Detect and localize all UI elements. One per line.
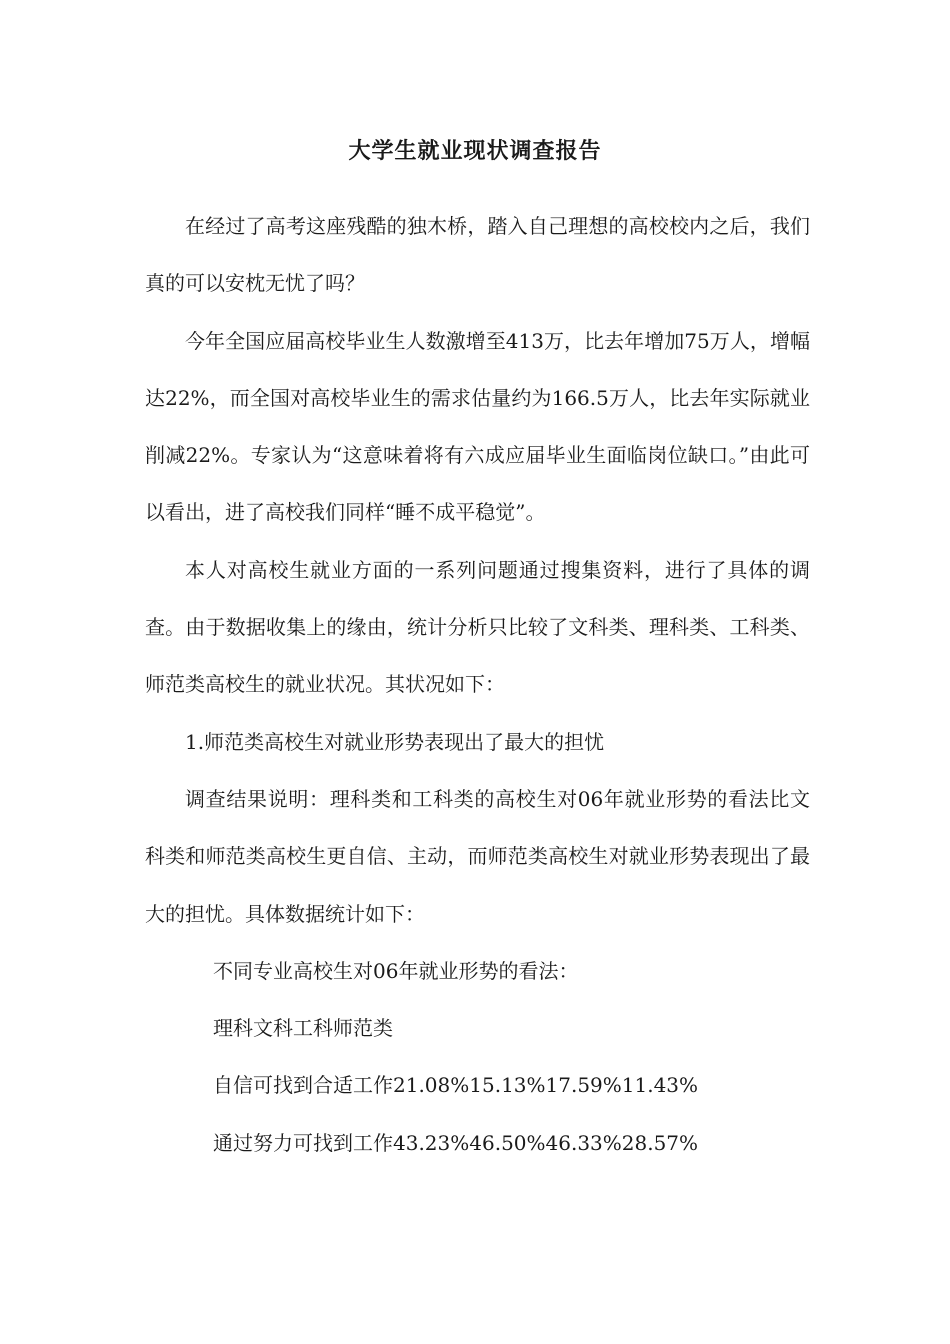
paragraph-statistics: 今年全国应届高校毕业生人数激增至413万，比去年增加75万人，增幅达22%，而全国对高校毕业生的需求估量约为166.5万人，比去年实际就业削减22%。专家认为“这意味着将有六成应届毕业生面临岗位缺口。”由此可以看出，进了高校我们同样“睡不成平稳觉”。: [145, 328, 810, 525]
table-row: 自信可找到合适工作21.08%15.13%17.59%11.43%: [213, 1073, 699, 1098]
section-heading-1: 1.师范类高校生对就业形势表现出了最大的担忧: [185, 729, 605, 754]
table-header-row: 理科文科工科师范类: [213, 1016, 393, 1041]
paragraph-survey-results: 调查结果说明：理科类和工科类的高校生对06年就业形势的看法比文科类和师范类高校生更自信、主动，而师范类高校生对就业形势表现出了最大的担忧。具体数据统计如下：: [145, 786, 810, 926]
document-body: [145, 198, 810, 1172]
paragraph-survey-scope: 本人对高校生就业方面的一系列问题通过搜集资料，进行了具体的调查。由于数据收集上的缘由，统计分析只比较了文科类、理科类、工科类、师范类高校生的就业状况。其状况如下：: [145, 557, 810, 697]
table-row: 通过努力可找到工作43.23%46.50%46.33%28.57%: [213, 1130, 699, 1155]
document-title: 大学生就业现状调查报告: [348, 139, 602, 164]
table-caption: 不同专业高校生对06年就业形势的看法：: [213, 958, 579, 983]
paragraph-intro: 在经过了高考这座残酷的独木桥，踏入自己理想的高校校内之后，我们真的可以安枕无忧了吗？: [145, 214, 810, 296]
